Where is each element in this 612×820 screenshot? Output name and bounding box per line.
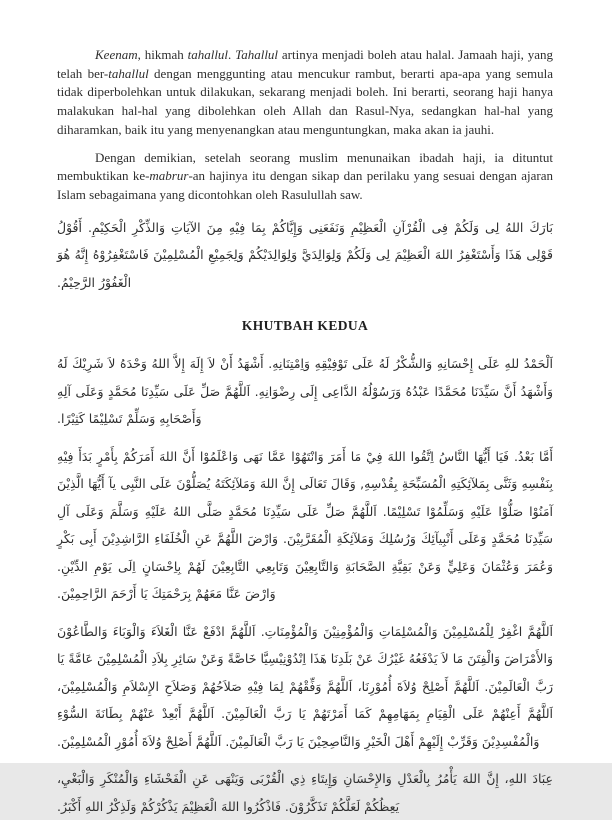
paragraph-hikmah-tahallul	[57, 46, 553, 140]
italic-term-tahallul: tahallul	[108, 65, 149, 81]
body-text: Dengan demikian, setelah seorang muslim menunaikan ibadah haji, ia dituntut membuktikan ke-	[57, 149, 553, 184]
arabic-hamdalah-shahadah: اَلْحَمْدُ للهِ عَلَى إِحْسَانِهِ وَالشُّكْرُ لَهُ عَلَى تَوْفِيْقِهِ وَاِمْتِنَانِهِ. أَشْهَدُ أَنْ لاَ إِلَهَ إِلاَّ اللهُ وَحْدَهُ لاَ شَرِيْكَ لَهُ وَأَشْهَدُ أَنَّ سَيِّدَنَا مُحَمَّدًا عَبْدُهُ وَرَسُوْلُهُ الدَّاعِى إِلَى رِضْوَانِهِ. اَللَّهُمَّ صَلِّ عَلَى سَيِّدِنَا مُحَمَّدٍ وَعَلَى آلِهِ وَأَصْحَابِهِ وَسَلِّمْ تَسْلِيْمًا كَثِيْرًا.	[57, 356, 553, 427]
italic-term-tahallul: tahallul	[187, 47, 229, 62]
body-text: -an hajinya itu dengan sikap dan perilaku yang sesuai dengan ajaran Islam sebagaimana yang dicontohkan oleh Rasulullah saw.	[57, 168, 553, 202]
arabic-dua-forgiveness-leaders: اَللَّهُمَّ اغْفِرْ لِلْمُسْلِمِيْنَ وَالْمُسْلِمَاتِ وَالْمُؤْمِنِيْنَ وَالْمُؤْمِنَاتِ. اَللَّهُمَّ ادْفَعْ عَنَّا الْغَلاَءَ وَالْوَبَاءَ وَالطَّاعُوْنَ وَالأَمْرَاضَ وَالْفِتَنَ مَا لاَ يَدْفَعُهُ غَيْرُكَ عَنْ بَلَدِنَا هَذَا اِنْدُوْنِيْسِيَّا خَاصَّةً وَعَنْ سَائِرِ بِلاَدِ الْمُسْلِمِيْنَ عَامَّةً يَا رَبَّ الْعَالَمِيْنَ. اَللَّهُمَّ أَصْلِحْ وُلاَةَ أُمُوْرِنَا، اَللَّهُمَّ وَفِّقْهُمْ لِمَا فِيْهِ صَلاَحُهُمْ وَصَلاَحِ الإِسْلاَمِ وَالْمُسْلِمِيْنَ، اَللَّهُمَّ أَعِنْهُمْ عَلَى الْقِيَامِ بِمَهَامِهِمْ كَمَا أَمَرْتَهُمْ يَا رَبَّ الْعَالَمِيْنَ. اَللَّهُمَّ أَبْعِدْ عَنْهُمْ بِطَانَةَ السُّوْءِ وَالْمُفْسِدِيْنَ وَقَرِّبْ إِلَيْهِمْ أَهْلَ الْخَيْرِ وَالنَّاصِحِيْنَ يَا رَبَّ الْعَالَمِيْنَ. اَللَّهُمَّ أَصْلِحْ وُلاَةَ أُمُوْرِ الْمُسْلِمِيْنَ.	[57, 623, 553, 749]
body-text: dengan menggunting atau mencukur rambut, berarti apa-apa yang semula tidak diperbolehkan untuk dilakukan, sekarang menjadi boleh. Ini berarti, seorang haji hanya malakukan hal-hal yang dibolehkan oleh Allah dan Rasul-Nya, sedangkan hal-hal yang diharamkan, baik itu yang menyenangkan atau menguntungkan, maka akan ia jauhi.	[57, 65, 553, 137]
body-text: artinya menjadi boleh atau halal. Jamaah haji, yang telah ber-	[57, 47, 554, 81]
paragraph-kemabruran	[57, 149, 553, 205]
arabic-ibadallah-closing: عِبَادَ اللهِ، إِنَّ اللهَ يَأْمُرُ بِالْعَدْلِ وَالإِحْسَانِ وَإِيتَاءِ ذِي الْقُرْبَى وَيَنْهَى عَنِ الْفَحْشَاءِ وَالْمُنْكَرِ وَالْبَغْيِ، يَعِظُكُمْ لَعَلَّكُمْ تَذَكَّرُوْنَ. فَاذْكُرُوا اللهَ الْعَظِيْمَ يَذْكُرْكُمْ وَلَذِكْرُ اللهِ أَكْبَرُ.	[57, 771, 553, 814]
section-heading-khutbah-kedua: KHUTBAH KEDUA	[241, 318, 369, 334]
body-text: , hikmah	[137, 47, 188, 62]
italic-term-keenam: Keenam	[95, 47, 138, 62]
arabic-closing-first-khutbah: بَارَكَ اللهُ لِى وَلَكُمْ فِى الْقُرْآنِ الْعَظِيْمِ وَنَفَعَنِى وَإِيَّاكُمْ بِمَا فِيْهِ مِنَ الآيَاتِ وَالذِّكْرِ الْحَكِيْمِ. أَقُوْلُ قَوْلِى هَذَا وَأَسْتَغْفِرُ اللهَ الْعَظِيْمَ لِى وَلَكُمْ وَلِوَالِدَيَّ وَلِوَالِدَيْكُمْ وَلِجَمِيْعِ الْمُسْلِمِيْنَ فَاسْتَغْفِرُوْهُ إِنَّهُ هُوَ الْغَفُوْرُ الرَّحِيْمُ.	[57, 219, 553, 290]
italic-term-tahallul: Tahallul	[235, 47, 279, 62]
arabic-amma-badu-shalawat: أَمَّا بَعْدُ. فَيَا أَيُّهَا النَّاسُ اِتَّقُوا اللهَ فِيْ مَا أَمَرَ وَانْتَهُوْا عَمَّا نَهَى وَاعْلَمُوْا أَنَّ اللهَ أَمَرَكُمْ بِأَمْرٍ بَدَأَ فِيْهِ بِنَفْسِهِ وَثَنَّى بِمَلآئِكَتِهِ الْمُسَبِّحَةِ بِقُدْسِهِ, وَقَالَ تَعَالَى إِنَّ اللهَ وَمَلآئِكَتَهُ يُصَلُّوْنَ عَلَى النَّبِى يآ أَيُّهَا الَّذِيْنَ آمَنُوْا صَلُّوْا عَلَيْهِ وَسَلِّمُوْا تَسْلِيْمًا. اَللَّهُمَّ صَلِّ عَلَى سَيِّدِنَا مُحَمَّدٍ صَلَّى اللهُ عَلَيْهِ وَسَلَّمَ وَعَلَى آلِ سَيِّدِنَا مُحَمَّدٍ وَعَلَى أَنْبِيآئِكَ وَرُسُلِكَ وَمَلآئِكَةِ الْمُقَرَّبِيْنَ. وَارْضَ اللَّهُمَّ عَنِ الْخُلَفَاءِ الرَّاشِدِيْنَ أَبِى بَكْرٍ وَعُمَرَ وَعُثْمَانَ وَعَلِيٍّ وَعَنْ بَقِيَّةِ الصَّحَابَةِ وَالتَّابِعِيْنَ وَتَابِعِي التَّابِعِيْنَ لَهُمْ بِاِحْسَانٍ اِلَى يَوْمِ الدِّيْنِ. وَارْضَ عَنَّا مَعَهُمْ بِرَحْمَتِكَ يَا أَرْحَمَ الرَّاحِمِيْنَ.	[57, 448, 553, 602]
italic-term-mabrur: mabrur	[149, 168, 189, 184]
body-text: .	[228, 47, 236, 62]
